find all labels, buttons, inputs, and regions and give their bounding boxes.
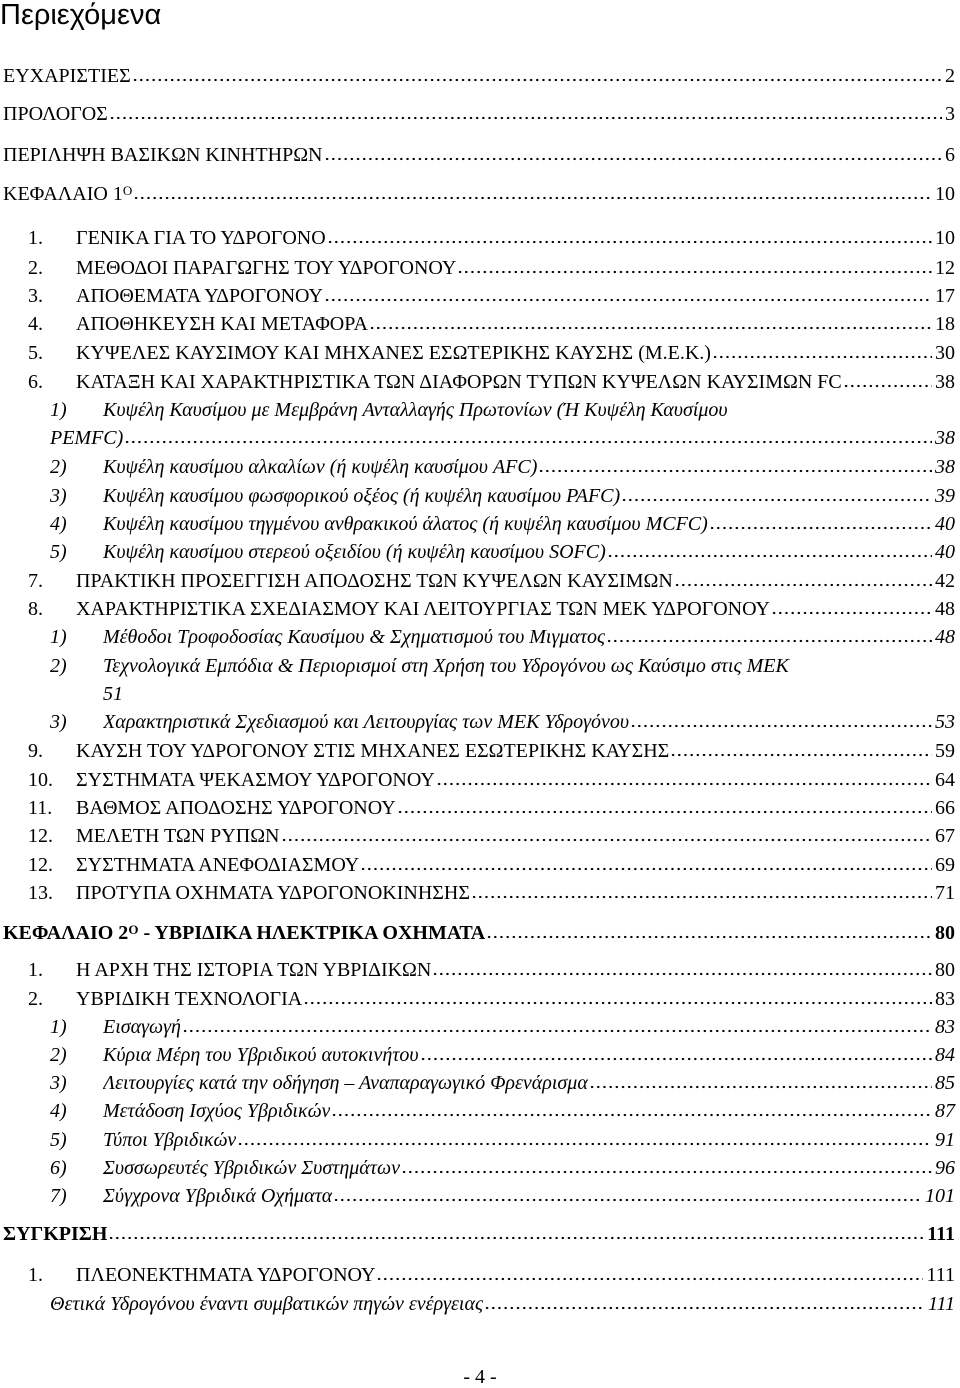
toc-entry-text: ΒΑΘΜΟΣ ΑΠΟΔΟΣΗΣ ΥΔΡΟΓΟΝΟΥ — [76, 797, 396, 819]
toc-page-number: 83 — [935, 988, 955, 1010]
toc-entry-text: ΣΥΣΤΗΜΑΤΑ ΨΕΚΑΣΜΟΥ ΥΔΡΟΓΟΝΟΥ — [76, 769, 435, 791]
toc-page-number: 40 — [935, 541, 955, 563]
toc-page-number: 91 — [935, 1129, 955, 1151]
toc-leader — [108, 1235, 924, 1241]
toc-leader — [621, 497, 932, 503]
toc-entry-text: Κυψέλη καυσίμου στερεού οξειδίου (ή κυψέλη καυσίμου SOFC) — [103, 541, 606, 563]
toc-leader — [124, 439, 932, 445]
toc-entry-number: 2) — [50, 655, 67, 677]
toc-entry-number: 12. — [28, 825, 53, 847]
toc-entry-text: Κύρια Μέρη του Υβριδικού αυτοκινήτου — [103, 1044, 419, 1066]
toc-entry[interactable] — [50, 625, 955, 649]
toc-page-number: 3 — [945, 103, 955, 125]
toc-page-number: 42 — [935, 570, 955, 592]
toc-page-number: 48 — [935, 598, 955, 620]
toc-entry-number: 13. — [28, 882, 53, 904]
toc-entry-text: ΠΛΕΟΝΕΚΤΗΜΑΤΑ ΥΔΡΟΓΟΝΟΥ — [76, 1264, 376, 1286]
toc-entry-text: Χαρακτηριστικά Σχεδιασμού και Λειτουργίας των ΜΕΚ Υδρογόνου — [103, 711, 630, 733]
toc-entry[interactable] — [28, 370, 955, 394]
toc-entry[interactable] — [28, 958, 955, 982]
toc-page-number: 17 — [935, 285, 955, 307]
toc-leader — [324, 297, 932, 303]
toc-entry-text: Τεχνολογικά Εμπόδια & Περιορισμοί στη Χρήση του Υδρογόνου ως Καύσιμο στις ΜΕΚ — [103, 655, 789, 677]
toc-leader — [331, 1112, 932, 1118]
toc-leader — [324, 156, 942, 162]
toc-entry-number: 1) — [50, 399, 67, 421]
toc-entry-number: 5) — [50, 1129, 67, 1151]
toc-leader — [376, 1276, 923, 1282]
toc-entry-text: Μετάδοση Ισχύος Υβριδικών — [103, 1100, 331, 1122]
toc-entry[interactable] — [28, 1263, 955, 1287]
toc-page-number: 111 — [926, 1264, 955, 1286]
toc-leader — [281, 837, 933, 843]
toc-entry-first-line[interactable] — [50, 654, 789, 678]
toc-entry-text: Κυψέλη Καυσίμου με Μεμβράνη Ανταλλαγής Πρωτονίων (Ή Κυψέλη Καυσίμου — [103, 399, 728, 421]
toc-page-number: 6 — [945, 144, 955, 166]
toc-entry-number: 2) — [50, 1044, 67, 1066]
page-footer-number: - 4 - — [463, 1366, 497, 1388]
toc-leader — [237, 1141, 932, 1147]
toc-entry-text: Τύποι Υβριδικών — [103, 1129, 237, 1151]
toc-page-number: 40 — [935, 513, 955, 535]
toc-page-number[interactable]: 51 — [103, 683, 123, 705]
toc-leader — [109, 115, 942, 121]
toc-page-number: 83 — [935, 1016, 955, 1038]
toc-entry-text: ΕΥΧΑΡΙΣΤΙΕΣ — [3, 65, 131, 87]
toc-entry-number: 9. — [28, 740, 43, 762]
toc-leader — [327, 239, 932, 245]
toc-entry-text: Λειτουργίες κατά την οδήγηση – Αναπαραγωγικό Φρενάρισμα — [103, 1072, 588, 1094]
toc-entry-number: 4) — [50, 513, 67, 535]
toc-entry-number: 12. — [28, 854, 53, 876]
toc-page-number: 38 — [935, 371, 955, 393]
toc-entry-text: ΧΑΡΑΚΤΗΡΙΣΤΙΚΑ ΣΧΕΔΙΑΣΜΟΥ ΚΑΙ ΛΕΙΤΟΥΡΓΙΑΣ ΤΩΝ ΜΕΚ ΥΔΡΟΓΟΝΟΥ — [76, 598, 770, 620]
toc-page-number: 87 — [935, 1100, 955, 1122]
toc-entry[interactable] — [50, 1043, 955, 1067]
toc-leader — [589, 1084, 932, 1090]
toc-entry-number: 1) — [50, 626, 67, 648]
toc-entry-number: 1. — [28, 227, 43, 249]
toc-entry[interactable] — [50, 455, 955, 479]
toc-entry-text: Εισαγωγή — [103, 1016, 181, 1038]
toc-page-number: 96 — [935, 1157, 955, 1179]
toc-entry-text: Η ΑΡΧΗ ΤΗΣ ΙΣΤΟΡΙΑ ΤΩΝ ΥΒΡΙΔΙΚΩΝ — [76, 959, 432, 981]
toc-entry[interactable] — [50, 1184, 955, 1208]
toc-entry[interactable] — [3, 102, 955, 126]
toc-entry[interactable] — [3, 64, 955, 88]
toc-leader — [670, 752, 932, 758]
toc-entry[interactable] — [28, 796, 955, 820]
toc-entry[interactable] — [50, 426, 955, 450]
toc-page-number: 67 — [935, 825, 955, 847]
toc-leader — [630, 723, 932, 729]
toc-leader — [484, 1305, 925, 1311]
toc-entry-number: 1. — [28, 959, 43, 981]
toc-entry-number: 7. — [28, 570, 43, 592]
toc-entry-number: 2) — [50, 456, 67, 478]
chapter-label: ΚΕΦΑΛΑΙΟ 1 — [3, 183, 123, 205]
toc-entry-text: Κυψέλη καυσίμου αλκαλίων (ή κυψέλη καυσίμου AFC) — [103, 456, 538, 478]
toc-entry-text-continued: PEMFC) — [50, 427, 124, 449]
toc-entry[interactable] — [50, 540, 955, 564]
toc-entry[interactable] — [50, 1015, 955, 1039]
toc-entry-text: Μέθοδοι Τροφοδοσίας Καυσίμου & Σχηματισμού του Μιγματος — [103, 626, 606, 648]
toc-page-number: 59 — [935, 740, 955, 762]
toc-page-number: 48 — [935, 626, 955, 648]
toc-entry-number: 7) — [50, 1185, 67, 1207]
toc-leader — [401, 1169, 932, 1175]
toc-page-number: 80 — [935, 959, 955, 981]
toc-entry[interactable] — [50, 710, 955, 734]
toc-entry-number: 8. — [28, 598, 43, 620]
toc-entry-text: Θετικά Υδρογόνου έναντι συμβατικών πηγών ενέργειας — [50, 1293, 484, 1315]
toc-entry[interactable] — [28, 256, 955, 280]
toc-entry-number: 3) — [50, 485, 67, 507]
toc-entry[interactable] — [28, 341, 955, 365]
toc-page-number: 39 — [935, 485, 955, 507]
toc-page-number: 10 — [935, 227, 955, 249]
toc-leader — [607, 553, 932, 559]
toc-entry-number: 3. — [28, 285, 43, 307]
toc-entry[interactable] — [50, 1292, 955, 1316]
toc-page-number: 69 — [935, 854, 955, 876]
toc-entry[interactable] — [28, 881, 955, 905]
toc-page-number: 111 — [927, 1223, 955, 1245]
toc-entry[interactable] — [50, 1156, 955, 1180]
toc-entry-number: 4) — [50, 1100, 67, 1122]
toc-entry-text: Κυψέλη καυσίμου τηγμένου ανθρακικού άλατος (ή κυψέλη καυσίμου MCFC) — [103, 513, 708, 535]
toc-entry-text: ΠΡΑΚΤΙΚΗ ΠΡΟΣΕΓΓΙΣΗ ΑΠΟΔΟΣΗΣ ΤΩΝ ΚΥΨΕΛΩΝ ΚΑΥΣΙΜΩΝ — [76, 570, 673, 592]
toc-leader — [771, 610, 932, 616]
toc-leader — [843, 383, 932, 389]
toc-entry-text: ΚΑΤΑΞΗ ΚΑΙ ΧΑΡΑΚΤΗΡΙΣΤΙΚΑ ΤΩΝ ΔΙΑΦΟΡΩΝ ΤΥΠΩΝ ΚΥΨΕΛΩΝ ΚΑΥΣΙΜΩΝ FC — [76, 371, 842, 393]
toc-page-number: 71 — [935, 882, 955, 904]
toc-page-number: 30 — [935, 342, 955, 364]
toc-entry[interactable] — [28, 284, 955, 308]
toc-entry-number: 2. — [28, 257, 43, 279]
toc-page-number: 84 — [935, 1044, 955, 1066]
toc-entry-text: ΑΠΟΘΕΜΑΤΑ ΥΔΡΟΓΟΝΟΥ — [76, 285, 323, 307]
toc-leader — [369, 325, 932, 331]
toc-page-number: 66 — [935, 797, 955, 819]
toc-page-number: 101 — [925, 1185, 955, 1207]
toc-leader — [397, 809, 932, 815]
toc-leader — [538, 468, 932, 474]
toc-entry[interactable] — [28, 824, 955, 848]
toc-entry-first-line[interactable] — [50, 398, 728, 422]
toc-entry-text — [3, 921, 485, 945]
chapter-ordinal: Ο — [128, 922, 139, 937]
toc-leader — [420, 1056, 932, 1062]
toc-entry-text — [3, 182, 132, 206]
toc-entry[interactable] — [3, 182, 955, 206]
toc-page-number: 64 — [935, 769, 955, 791]
toc-entry[interactable] — [28, 597, 955, 621]
toc-entry[interactable] — [50, 1071, 955, 1095]
toc-page-number: 53 — [935, 711, 955, 733]
toc-leader — [709, 525, 932, 531]
toc-page-number: 2 — [945, 65, 955, 87]
toc-leader — [133, 195, 932, 201]
chapter-label: ΚΕΦΑΛΑΙΟ 2 — [3, 922, 129, 944]
toc-entry[interactable] — [28, 987, 955, 1011]
toc-leader — [132, 77, 942, 83]
toc-entry[interactable] — [28, 853, 955, 877]
toc-page-number: 85 — [935, 1072, 955, 1094]
toc-page-number: 12 — [935, 257, 955, 279]
toc-entry-number: 1. — [28, 1264, 43, 1286]
toc-entry-text: ΚΥΨΕΛΕΣ ΚΑΥΣΙΜΟΥ ΚΑΙ ΜΗΧΑΝΕΣ ΕΣΩΤΕΡΙΚΗΣ ΚΑΥΣΗΣ (Μ.Ε.Κ.) — [76, 342, 711, 364]
toc-entry-text: ΚΑΥΣΗ ΤΟΥ ΥΔΡΟΓΟΝΟΥ ΣΤΙΣ ΜΗΧΑΝΕΣ ΕΣΩΤΕΡΙΚΗΣ ΚΑΥΣΗΣ — [76, 740, 670, 762]
toc-entry-text: Σύγχρονα Υβριδικά Οχήματα — [103, 1185, 333, 1207]
toc-entry-text: ΜΕΛΕΤΗ ΤΩΝ ΡΥΠΩΝ — [76, 825, 280, 847]
toc-entry-text: ΓΕΝΙΚΑ ΓΙΑ ΤΟ ΥΔΡΟΓΟΝΟ — [76, 227, 326, 249]
toc-entry[interactable] — [50, 1128, 955, 1152]
toc-leader — [432, 971, 932, 977]
toc-leader — [360, 866, 932, 872]
toc-entry[interactable] — [3, 143, 955, 167]
toc-entry-text: Συσσωρευτές Υβριδικών Συστημάτων — [103, 1157, 400, 1179]
toc-entry[interactable] — [28, 312, 955, 336]
toc-page-number: 80 — [935, 922, 955, 944]
toc-leader — [303, 1000, 932, 1006]
toc-page-number: 38 — [935, 427, 955, 449]
chapter-title: - ΥΒΡΙΔΙΚΑ ΗΛΕΚΤΡΙΚΑ ΟΧΗΜΑΤΑ — [138, 922, 486, 944]
toc-page-number: 111 — [927, 1293, 955, 1315]
toc-leader — [674, 582, 932, 588]
toc-entry-number: 1) — [50, 1016, 67, 1038]
toc-entry-number: 2. — [28, 988, 43, 1010]
toc-entry-number: 11. — [28, 797, 53, 819]
toc-leader — [457, 269, 932, 275]
toc-entry[interactable] — [28, 768, 955, 792]
toc-leader — [606, 638, 932, 644]
toc-entry[interactable] — [3, 921, 955, 945]
toc-entry-text: Κυψέλη καυσίμου φωσφορικού οξέος (ή κυψέλη καυσίμου PAFC) — [103, 485, 621, 507]
toc-entry-number: 3) — [50, 1072, 67, 1094]
toc-page-number: 18 — [935, 313, 955, 335]
toc-entry[interactable] — [28, 739, 955, 763]
toc-entry[interactable] — [28, 226, 955, 250]
toc-leader — [333, 1197, 922, 1203]
toc-entry-number: 5) — [50, 541, 67, 563]
toc-entry-text: ΠΕΡΙΛΗΨΗ ΒΑΣΙΚΩΝ ΚΙΝΗΤΗΡΩΝ — [3, 144, 323, 166]
page-title: Περιεχόμενα — [0, 0, 162, 31]
toc-entry[interactable] — [3, 1222, 955, 1246]
toc-entry-number: 4. — [28, 313, 43, 335]
toc-page-number: 38 — [935, 456, 955, 478]
toc-leader — [436, 781, 932, 787]
toc-entry-number: 6) — [50, 1157, 67, 1179]
toc-entry[interactable] — [50, 1099, 955, 1123]
toc-entry-text: ΑΠΟΘΗΚΕΥΣΗ ΚΑΙ ΜΕΤΑΦΟΡΑ — [76, 313, 369, 335]
toc-entry-number: 6. — [28, 371, 43, 393]
toc-entry-number: 5. — [28, 342, 43, 364]
toc-entry-number: 3) — [50, 711, 67, 733]
toc-leader — [471, 894, 932, 900]
toc-entry[interactable] — [50, 484, 955, 508]
toc-entry[interactable] — [28, 569, 955, 593]
toc-entry-text: ΜΕΘΟΔΟΙ ΠΑΡΑΓΩΓΗΣ ΤΟΥ ΥΔΡΟΓΟΝΟΥ — [76, 257, 457, 279]
toc-entry-number: 10. — [28, 769, 53, 791]
toc-entry-text: ΣΥΣΤΗΜΑΤΑ ΑΝΕΦΟΔΙΑΣΜΟΥ — [76, 854, 360, 876]
toc-leader — [182, 1028, 932, 1034]
toc-entry[interactable] — [50, 512, 955, 536]
toc-entry-text: ΠΡΟΤΥΠΑ ΟΧΗΜΑΤΑ ΥΔΡΟΓΟΝΟΚΙΝΗΣΗΣ — [76, 882, 471, 904]
toc-entry-text: ΠΡΟΛΟΓΟΣ — [3, 103, 108, 125]
toc-entry-text: ΥΒΡΙΔΙΚΗ ΤΕΧΝΟΛΟΓΙΑ — [76, 988, 303, 1010]
toc-entry-text: ΣΥΓΚΡΙΣΗ — [3, 1223, 108, 1245]
toc-leader — [486, 934, 932, 940]
chapter-ordinal: Ο — [122, 183, 133, 198]
toc-leader — [712, 354, 932, 360]
toc-page-number: 10 — [935, 183, 955, 205]
